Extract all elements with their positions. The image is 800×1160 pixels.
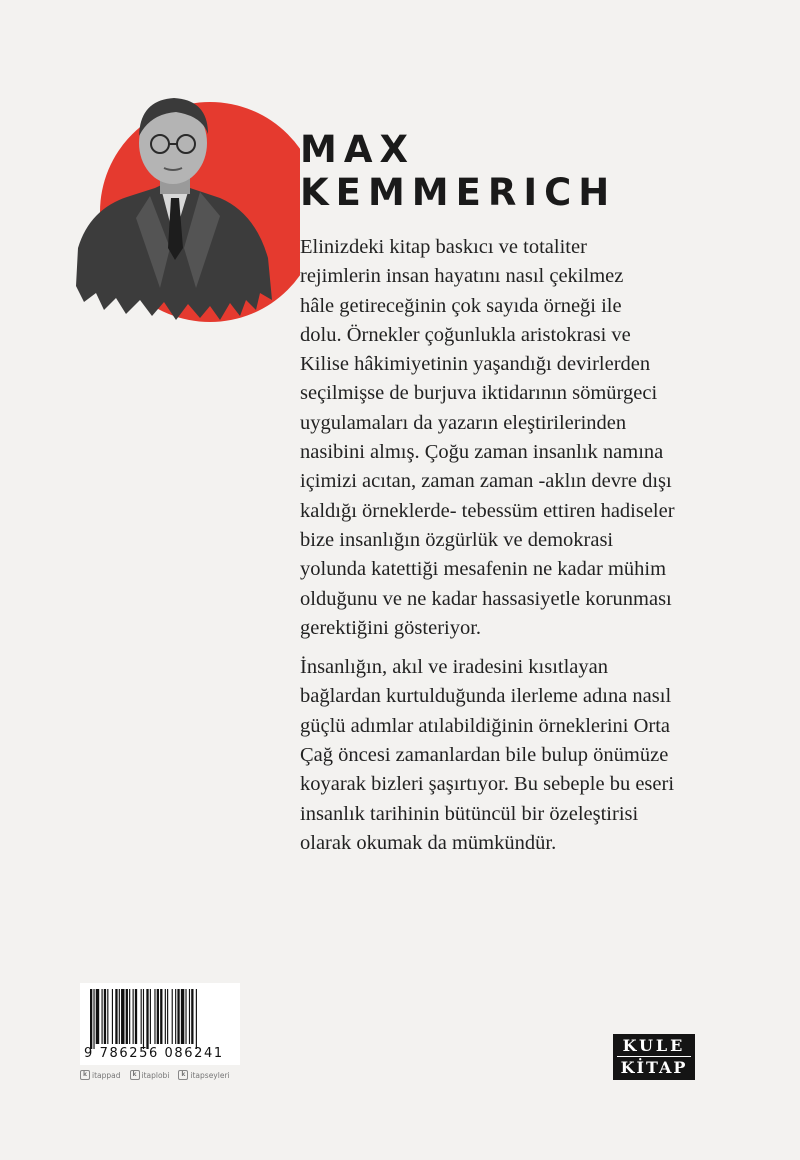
kitap-icon: k [130, 1070, 140, 1080]
text-line: bize insanlığın özgürlük ve demokrasi [300, 528, 614, 551]
barcode-bar [196, 989, 197, 1049]
store-logo-kitappad [80, 1070, 121, 1080]
store-name: itapseyleri [190, 1070, 230, 1080]
barcode-bar [115, 989, 117, 1044]
text-line: yolunda katettiği mesafenin ne kadar mühim [300, 558, 667, 581]
author-name [300, 128, 616, 214]
isbn-number: 9 786256 086241 [84, 1046, 224, 1061]
paragraph-1 [300, 233, 740, 643]
text-line: gerektiğini gösteriyor. [300, 616, 482, 639]
barcode-bar [141, 989, 142, 1044]
barcode-bar [154, 989, 155, 1044]
publisher-logo [613, 1034, 695, 1080]
barcode-bar [143, 989, 144, 1049]
barcode-bar [129, 989, 130, 1044]
author-name-line2: KEMMERICH [300, 171, 617, 214]
barcode-bar [165, 989, 166, 1044]
text-line: uygulamaları da yazarın eleştirilerinden [300, 411, 627, 434]
barcode-bar [121, 989, 124, 1044]
store-logos [80, 1068, 250, 1082]
barcode-bar [90, 989, 92, 1049]
store-logo-kitaplobi [130, 1070, 170, 1080]
barcode-bar [102, 989, 103, 1044]
barcode-bar [189, 989, 190, 1044]
barcode-bar [107, 989, 108, 1044]
kitap-icon: k [178, 1070, 188, 1080]
text-line: içimizi acıtan, zaman zaman -aklın devre dışı [300, 470, 672, 493]
paragraph-2 [300, 653, 740, 858]
barcode-bar [135, 989, 137, 1044]
text-line: dolu. Örnekler çoğunlukla aristokrasi ve [300, 323, 631, 346]
text-line: İnsanlığın, akıl ve iradesini kısıtlayan [300, 656, 609, 679]
text-line: olarak okumak da mümkündür. [300, 831, 557, 854]
barcode-bar [126, 989, 128, 1044]
barcode-bar [177, 989, 179, 1044]
text-line: koyarak bizleri şaşırtıyor. Bu sebeple bu eseri [300, 773, 675, 796]
barcode-bar [185, 989, 186, 1044]
barcode-bar [104, 989, 106, 1044]
text-line: seçilmişse de burjuva iktidarının sömürgeci [300, 382, 658, 405]
store-name: itappad [92, 1070, 121, 1080]
store-logo-kitapseyleri [178, 1070, 229, 1080]
book-description [300, 233, 740, 858]
text-line: nasibini almış. Çoğu zaman insanlık namına [300, 441, 664, 464]
barcode-bar [96, 989, 99, 1044]
barcode-bar [119, 989, 120, 1044]
barcode-bar [133, 989, 134, 1044]
author-portrait [60, 88, 300, 333]
text-line: Çağ öncesi zamanlardan bile bulup önümüze [300, 744, 669, 767]
text-line: kaldığı örneklerde- tebessüm ettiren hadiseler [300, 499, 675, 522]
kitap-icon: k [80, 1070, 90, 1080]
barcode-bar [181, 989, 184, 1044]
text-line: Kilise hâkimiyetinin yaşandığı devirlerden [300, 353, 651, 376]
barcode-bar [146, 989, 148, 1049]
text-line: bağlardan kurtulduğunda ilerleme adına nasıl [300, 685, 672, 708]
store-name: itaplobi [141, 1070, 170, 1080]
barcode-bar [191, 989, 193, 1044]
text-line: rejimlerin insan hayatını nasıl çekilmez [300, 265, 624, 288]
portrait-image [60, 88, 300, 333]
text-line: olduğunu ve ne kadar hassasiyetle korunması [300, 587, 672, 610]
text-line: insanlık tarihinin bütüncül bir özeleştirisi [300, 802, 639, 825]
publisher-logo-line1: KULE [617, 1036, 691, 1057]
publisher-logo-line2: KİTAP [620, 1058, 688, 1077]
barcode-bar [112, 989, 113, 1044]
text-line: güçlü adımlar atılabildiğinin örneklerini Orta [300, 714, 671, 737]
barcode-bar [150, 989, 151, 1044]
barcode-bar [172, 989, 173, 1044]
barcode-bar [93, 989, 94, 1049]
barcode-bar [160, 989, 162, 1044]
barcode-bar [157, 989, 159, 1044]
barcode-bar [175, 989, 176, 1044]
barcode-bar [167, 989, 168, 1044]
text-line: hâle getireceğinin çok sayıda örneği ile [300, 294, 622, 317]
text-line: Elinizdeki kitap baskıcı ve totaliter [300, 236, 587, 258]
author-name-line1: MAX [300, 128, 415, 171]
